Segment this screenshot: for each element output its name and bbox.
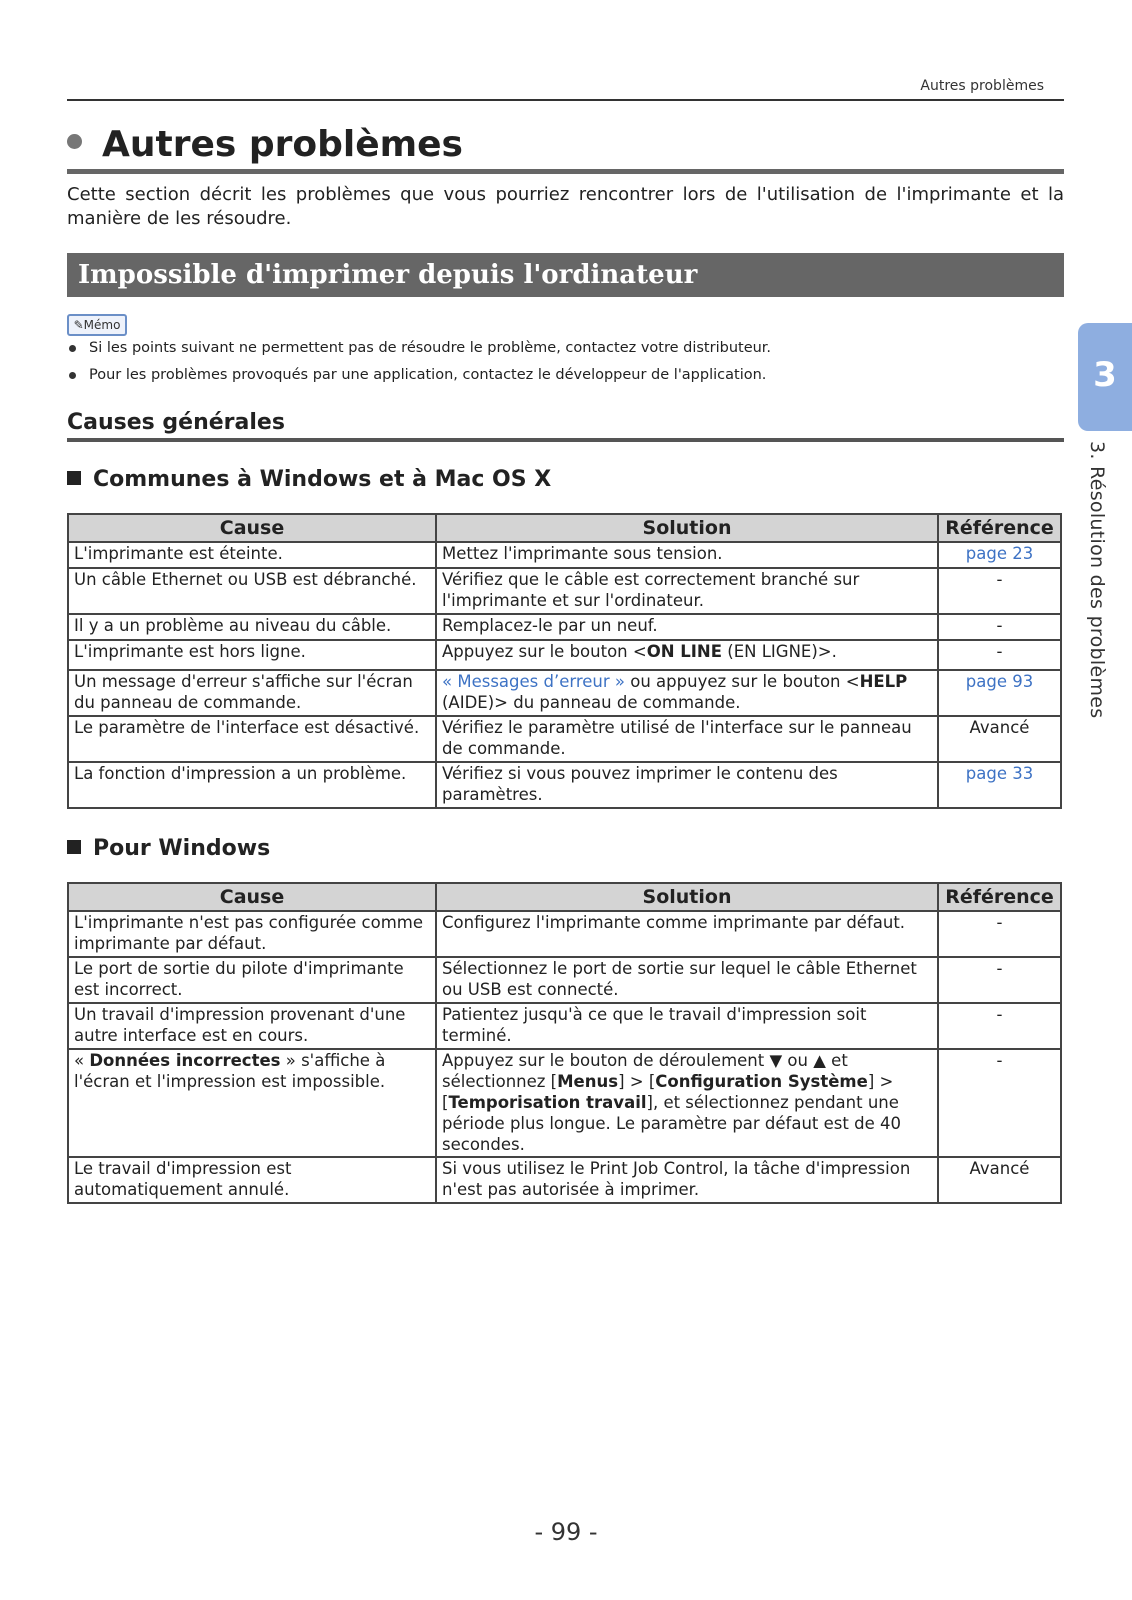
solution-text: ou appuyez sur le bouton < bbox=[625, 672, 860, 691]
reference-cell: - bbox=[938, 1049, 1061, 1157]
page-title bbox=[67, 124, 463, 165]
solution-cell: Vérifiez que le câble est correctement branché sur l'imprimante et sur l'ordinateur. bbox=[436, 568, 938, 614]
solution-cell bbox=[436, 670, 938, 716]
arrow-down-icon: ▼ bbox=[769, 1051, 783, 1070]
cause-cell: Le port de sortie du pilote d'imprimante est incorrect. bbox=[68, 957, 436, 1003]
solution-cell: Mettez l'imprimante sous tension. bbox=[436, 542, 938, 568]
common-table-title-text: Communes à Windows et à Mac OS X bbox=[93, 467, 552, 492]
header-solution: Solution bbox=[436, 883, 938, 911]
solution-cell: Configurez l'imprimante comme imprimante par défaut. bbox=[436, 911, 938, 957]
solution-text: (AIDE)> du panneau de commande. bbox=[442, 693, 741, 712]
cause-cell: La fonction d'impression a un problème. bbox=[68, 762, 436, 808]
reference-cell: - bbox=[938, 614, 1061, 640]
header-reference: Référence bbox=[938, 514, 1061, 542]
solution-cell: Vérifiez le paramètre utilisé de l'interface sur le panneau de commande. bbox=[436, 716, 938, 762]
menu-name: Configuration Système bbox=[655, 1072, 868, 1091]
reference-cell: - bbox=[938, 1003, 1061, 1049]
button-name: ON LINE bbox=[646, 642, 723, 661]
table-row bbox=[68, 670, 1061, 716]
cause-text: « bbox=[74, 1051, 90, 1070]
cause-cell: L'imprimante est éteinte. bbox=[68, 542, 436, 568]
memo-badge bbox=[67, 314, 127, 336]
table-row bbox=[68, 1157, 1061, 1203]
cause-cell: Il y a un problème au niveau du câble. bbox=[68, 614, 436, 640]
error-message-name: Données incorrectes bbox=[89, 1051, 281, 1070]
reference-cell bbox=[938, 542, 1061, 568]
cause-cell: Un câble Ethernet ou USB est débranché. bbox=[68, 568, 436, 614]
table-row bbox=[68, 911, 1061, 957]
chapter-tab-number: 3 bbox=[1093, 355, 1117, 395]
button-name: HELP bbox=[859, 672, 908, 691]
reference-cell: - bbox=[938, 568, 1061, 614]
reference-cell: - bbox=[938, 957, 1061, 1003]
title-rule bbox=[67, 169, 1064, 174]
chapter-side-label: 3. Résolution des problèmes bbox=[1086, 441, 1108, 719]
common-causes-table bbox=[67, 513, 1062, 809]
square-bullet-icon bbox=[67, 471, 81, 485]
cause-text: » s'affiche à l'écran et l'impression est impossible. bbox=[74, 1051, 386, 1091]
solution-text: Appuyez sur le bouton de déroulement bbox=[442, 1051, 770, 1070]
solution-text: ] > [ bbox=[442, 1072, 894, 1112]
solution-cell: Sélectionnez le port de sortie sur lequel le câble Ethernet ou USB est connecté. bbox=[436, 957, 938, 1003]
table-row bbox=[68, 716, 1061, 762]
solution-cell: Patientez jusqu'à ce que le travail d'impression soit terminé. bbox=[436, 1003, 938, 1049]
cause-cell: Un message d'erreur s'affiche sur l'écran du panneau de commande. bbox=[68, 670, 436, 716]
reference-link[interactable]: page 33 bbox=[965, 764, 1034, 783]
cause-cell: L'imprimante est hors ligne. bbox=[68, 640, 436, 670]
header-cause: Cause bbox=[68, 883, 436, 911]
table-row bbox=[68, 542, 1061, 568]
pencil-icon: ✎ bbox=[73, 318, 84, 332]
solution-cell bbox=[436, 1049, 938, 1157]
windows-table-title-text: Pour Windows bbox=[93, 836, 271, 861]
memo-item: Si les points suivant ne permettent pas de résoudre le problème, contactez votre distributeur. bbox=[67, 338, 771, 365]
reference-cell: - bbox=[938, 640, 1061, 670]
reference-cell: Avancé bbox=[938, 716, 1061, 762]
arrow-up-icon: ▲ bbox=[813, 1051, 826, 1070]
solution-cell: Vérifiez si vous pouvez imprimer le contenu des paramètres. bbox=[436, 762, 938, 808]
solution-cell bbox=[436, 640, 938, 670]
solution-cell: Remplacez-le par un neuf. bbox=[436, 614, 938, 640]
solution-text: et sélectionnez [ bbox=[442, 1051, 848, 1091]
table-row bbox=[68, 568, 1061, 614]
reference-cell bbox=[938, 762, 1061, 808]
reference-cell: Avancé bbox=[938, 1157, 1061, 1203]
solution-text: Appuyez sur le bouton < bbox=[442, 642, 647, 661]
header-solution: Solution bbox=[436, 514, 938, 542]
menu-name: Menus bbox=[557, 1072, 619, 1091]
solution-cell: Si vous utilisez le Print Job Control, la tâche d'impression n'est pas autorisée à imprimer. bbox=[436, 1157, 938, 1203]
intro-paragraph: Cette section décrit les problèmes que vous pourriez rencontrer lors de l'utilisation de l'imprimante et la manière de les résoudre. bbox=[67, 184, 1064, 229]
table-row bbox=[68, 1003, 1061, 1049]
reference-link[interactable]: page 23 bbox=[965, 544, 1034, 563]
bullet-dot-icon bbox=[67, 134, 82, 149]
menu-name: Temporisation travail bbox=[448, 1093, 647, 1112]
square-bullet-icon bbox=[67, 840, 81, 854]
header-rule bbox=[67, 99, 1064, 101]
solution-text: ] > [ bbox=[618, 1072, 656, 1091]
table-header-row bbox=[68, 514, 1061, 542]
solution-text: ou bbox=[782, 1051, 814, 1070]
cause-cell: L'imprimante n'est pas configurée comme imprimante par défaut. bbox=[68, 911, 436, 957]
table-row bbox=[68, 614, 1061, 640]
table-header-row bbox=[68, 883, 1061, 911]
common-table-title bbox=[67, 466, 551, 494]
page-title-text: Autres problèmes bbox=[102, 124, 463, 165]
table-row bbox=[68, 1049, 1061, 1157]
table-row bbox=[68, 640, 1061, 670]
reference-link[interactable]: page 93 bbox=[965, 672, 1034, 691]
header-reference: Référence bbox=[938, 883, 1061, 911]
memo-list bbox=[67, 338, 771, 392]
cause-cell: Un travail d'impression provenant d'une autre interface est en cours. bbox=[68, 1003, 436, 1049]
cause-cell: Le paramètre de l'interface est désactivé. bbox=[68, 716, 436, 762]
header-cause: Cause bbox=[68, 514, 436, 542]
memo-item: Pour les problèmes provoqués par une application, contactez le développeur de l'application. bbox=[67, 365, 771, 392]
memo-label: Mémo bbox=[83, 318, 121, 332]
windows-table-title bbox=[67, 835, 270, 863]
solution-text: (EN LIGNE)>. bbox=[722, 642, 837, 661]
windows-causes-table bbox=[67, 882, 1062, 1204]
solution-text: ], et sélectionnez pendant une période plus longue. Le paramètre par défaut est de 40 secondes. bbox=[442, 1093, 901, 1154]
cause-cell bbox=[68, 1049, 436, 1157]
error-messages-link[interactable]: « Messages d’erreur » bbox=[442, 672, 626, 691]
table-row bbox=[68, 762, 1061, 808]
table-row bbox=[68, 957, 1061, 1003]
reference-cell: - bbox=[938, 911, 1061, 957]
subsection-title: Causes générales bbox=[67, 410, 285, 435]
subsection-rule bbox=[67, 438, 1064, 442]
running-header: Autres problèmes bbox=[920, 78, 1044, 94]
page-number: - 99 - bbox=[534, 1518, 598, 1546]
section-banner: Impossible d'imprimer depuis l'ordinateur bbox=[67, 253, 1064, 297]
reference-cell bbox=[938, 670, 1061, 716]
cause-cell: Le travail d'impression est automatiquement annulé. bbox=[68, 1157, 436, 1203]
